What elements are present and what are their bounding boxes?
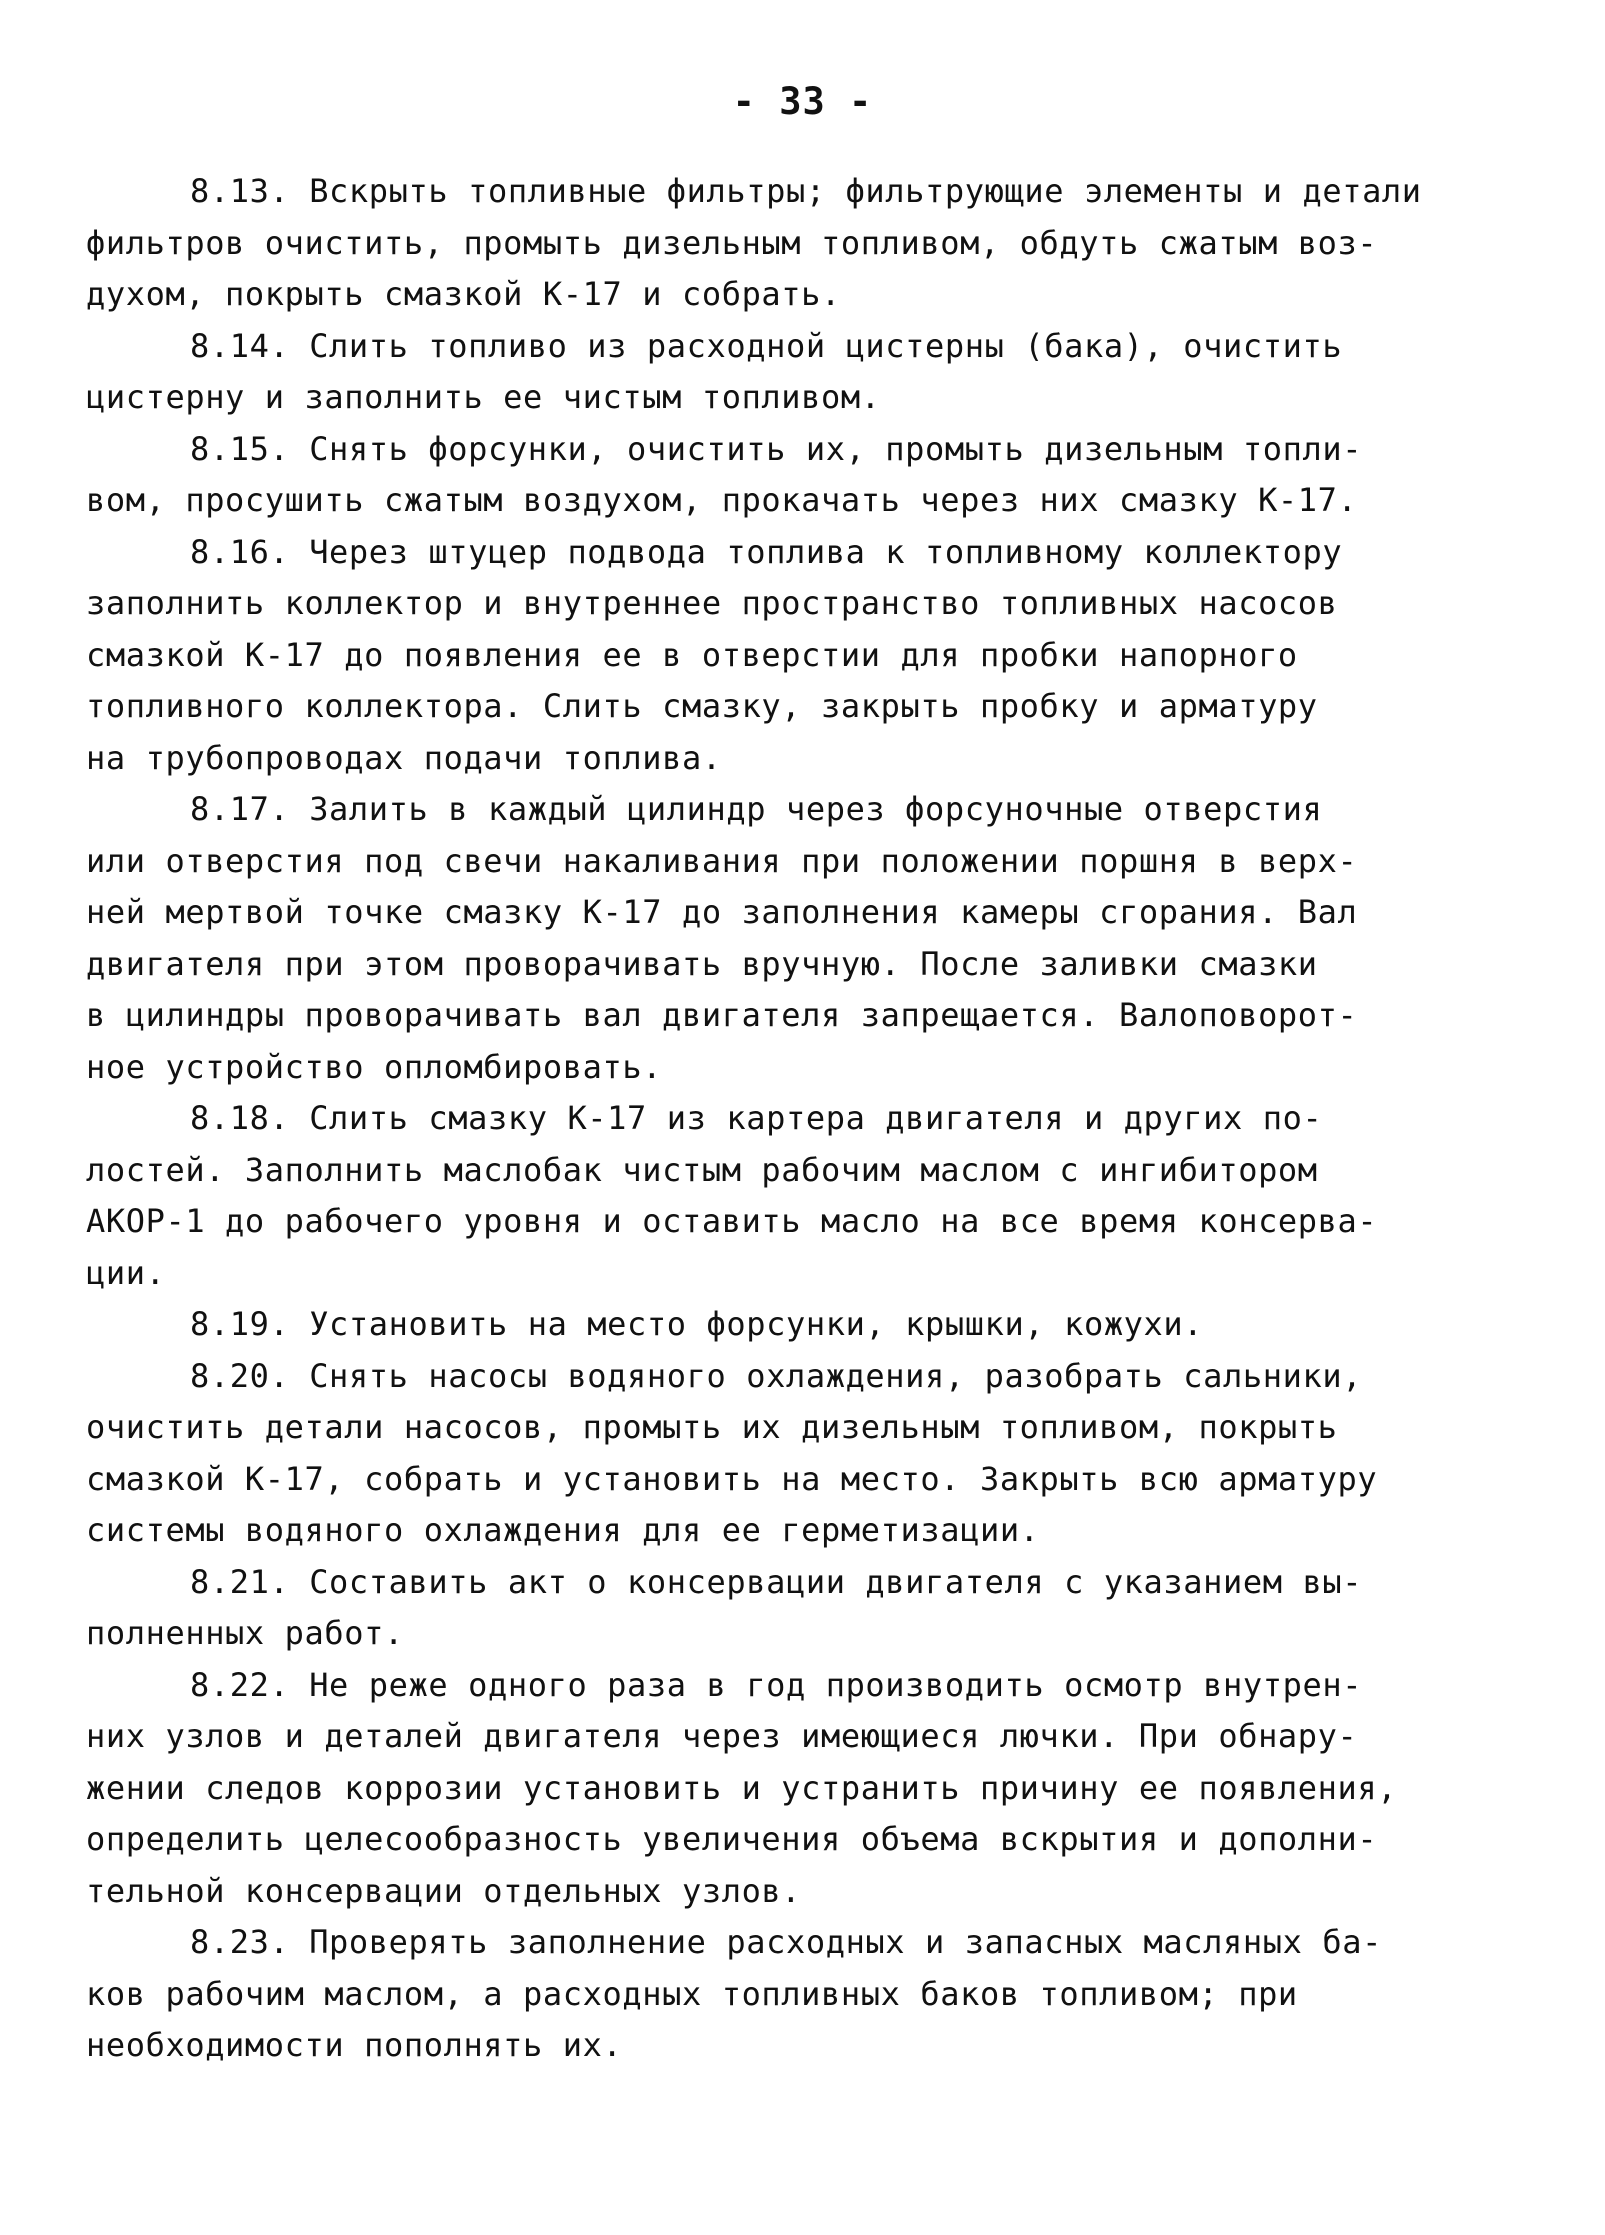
text-line: определить целесообразность увеличения объема вскрытия и дополни-	[86, 1820, 1378, 1858]
body-text	[86, 166, 1526, 2072]
text-line: цистерну и заполнить ее чистым топливом.	[86, 378, 881, 416]
paragraph-first-line: 8.20. Снять насосы водяного охлаждения, разобрать сальники,	[190, 1356, 1363, 1395]
text-line: АКОР-1 до рабочего уровня и оставить масло на все время консерва-	[86, 1202, 1378, 1240]
text-line: ков рабочим маслом, а расходных топливных баков топливом; при	[86, 1974, 1298, 2013]
text-line: смазкой К-17, собрать и установить на место. Закрыть всю арматуру	[86, 1459, 1378, 1498]
text-line: топливного коллектора. Слить смазку, закрыть пробку и арматуру	[86, 687, 1318, 725]
text-line: на трубопроводах подачи топлива.	[86, 738, 722, 777]
paragraph-first-line: 8.14. Слить топливо из расходной цистерны (бака), очистить	[190, 326, 1343, 365]
text-line: лостей. Заполнить маслобак чистым рабочим маслом с ингибитором	[86, 1150, 1318, 1189]
text-line: смазкой К-17 до появления ее в отверстии для пробки напорного	[86, 635, 1298, 674]
text-line: тельной консервации отдельных узлов.	[86, 1871, 802, 1910]
page-number: - 33 -	[732, 80, 873, 123]
text-line: в цилиндры проворачивать вал двигателя запрещается. Валоповорот-	[86, 996, 1358, 1034]
paragraph-first-line: 8.23. Проверять заполнение расходных и запасных масляных ба-	[190, 1923, 1382, 1961]
paragraph-first-line: 8.15. Снять форсунки, очистить их, промыть дизельным топли-	[190, 429, 1363, 468]
text-line: них узлов и деталей двигателя через имеющиеся лючки. При обнару-	[86, 1717, 1358, 1755]
text-line: заполнить коллектор и внутреннее пространство топливных насосов	[86, 584, 1338, 622]
paragraph-first-line: 8.21. Составить акт о консервации двигателя с указанием вы-	[190, 1562, 1363, 1601]
text-line: двигателя при этом проворачивать вручную. После заливки смазки	[86, 944, 1318, 983]
text-line: ное устройство опломбировать.	[86, 1047, 663, 1086]
paragraph-first-line: 8.19. Установить на место форсунки, крышки, кожухи.	[190, 1305, 1204, 1343]
text-line: фильтров очистить, промыть дизельным топливом, обдуть сжатым воз-	[86, 223, 1378, 262]
text-line: или отверстия под свечи накаливания при положении поршня в верх-	[86, 841, 1358, 880]
text-line: очистить детали насосов, промыть их дизельным топливом, покрыть	[86, 1408, 1338, 1446]
text-line: ней мертвой точке смазку К-17 до заполнения камеры сгорания. Вал	[86, 893, 1358, 931]
text-line: духом, покрыть смазкой К-17 и собрать.	[86, 275, 841, 313]
text-line: жении следов коррозии установить и устранить причину ее появления,	[86, 1768, 1398, 1807]
paragraph-first-line: 8.18. Слить смазку К-17 из картера двигателя и других по-	[190, 1099, 1323, 1137]
paragraph-first-line: 8.22. Не реже одного раза в год производить осмотр внутрен-	[190, 1665, 1363, 1704]
paragraph-first-line: 8.13. Вскрыть топливные фильтры; фильтрующие элементы и детали	[190, 172, 1422, 210]
paragraph-first-line: 8.16. Через штуцер подвода топлива к топливному коллектору	[190, 532, 1343, 571]
text-line: полненных работ.	[86, 1614, 404, 1652]
text-line: необходимости пополнять их.	[86, 2026, 623, 2064]
text-line: ции.	[86, 1253, 166, 1292]
paragraph-first-line: 8.17. Залить в каждый цилиндр через форсуночные отверстия	[190, 790, 1323, 828]
text-line: системы водяного охлаждения для ее герметизации.	[86, 1511, 1040, 1549]
text-line: вом, просушить сжатым воздухом, прокачать через них смазку К-17.	[86, 481, 1358, 519]
